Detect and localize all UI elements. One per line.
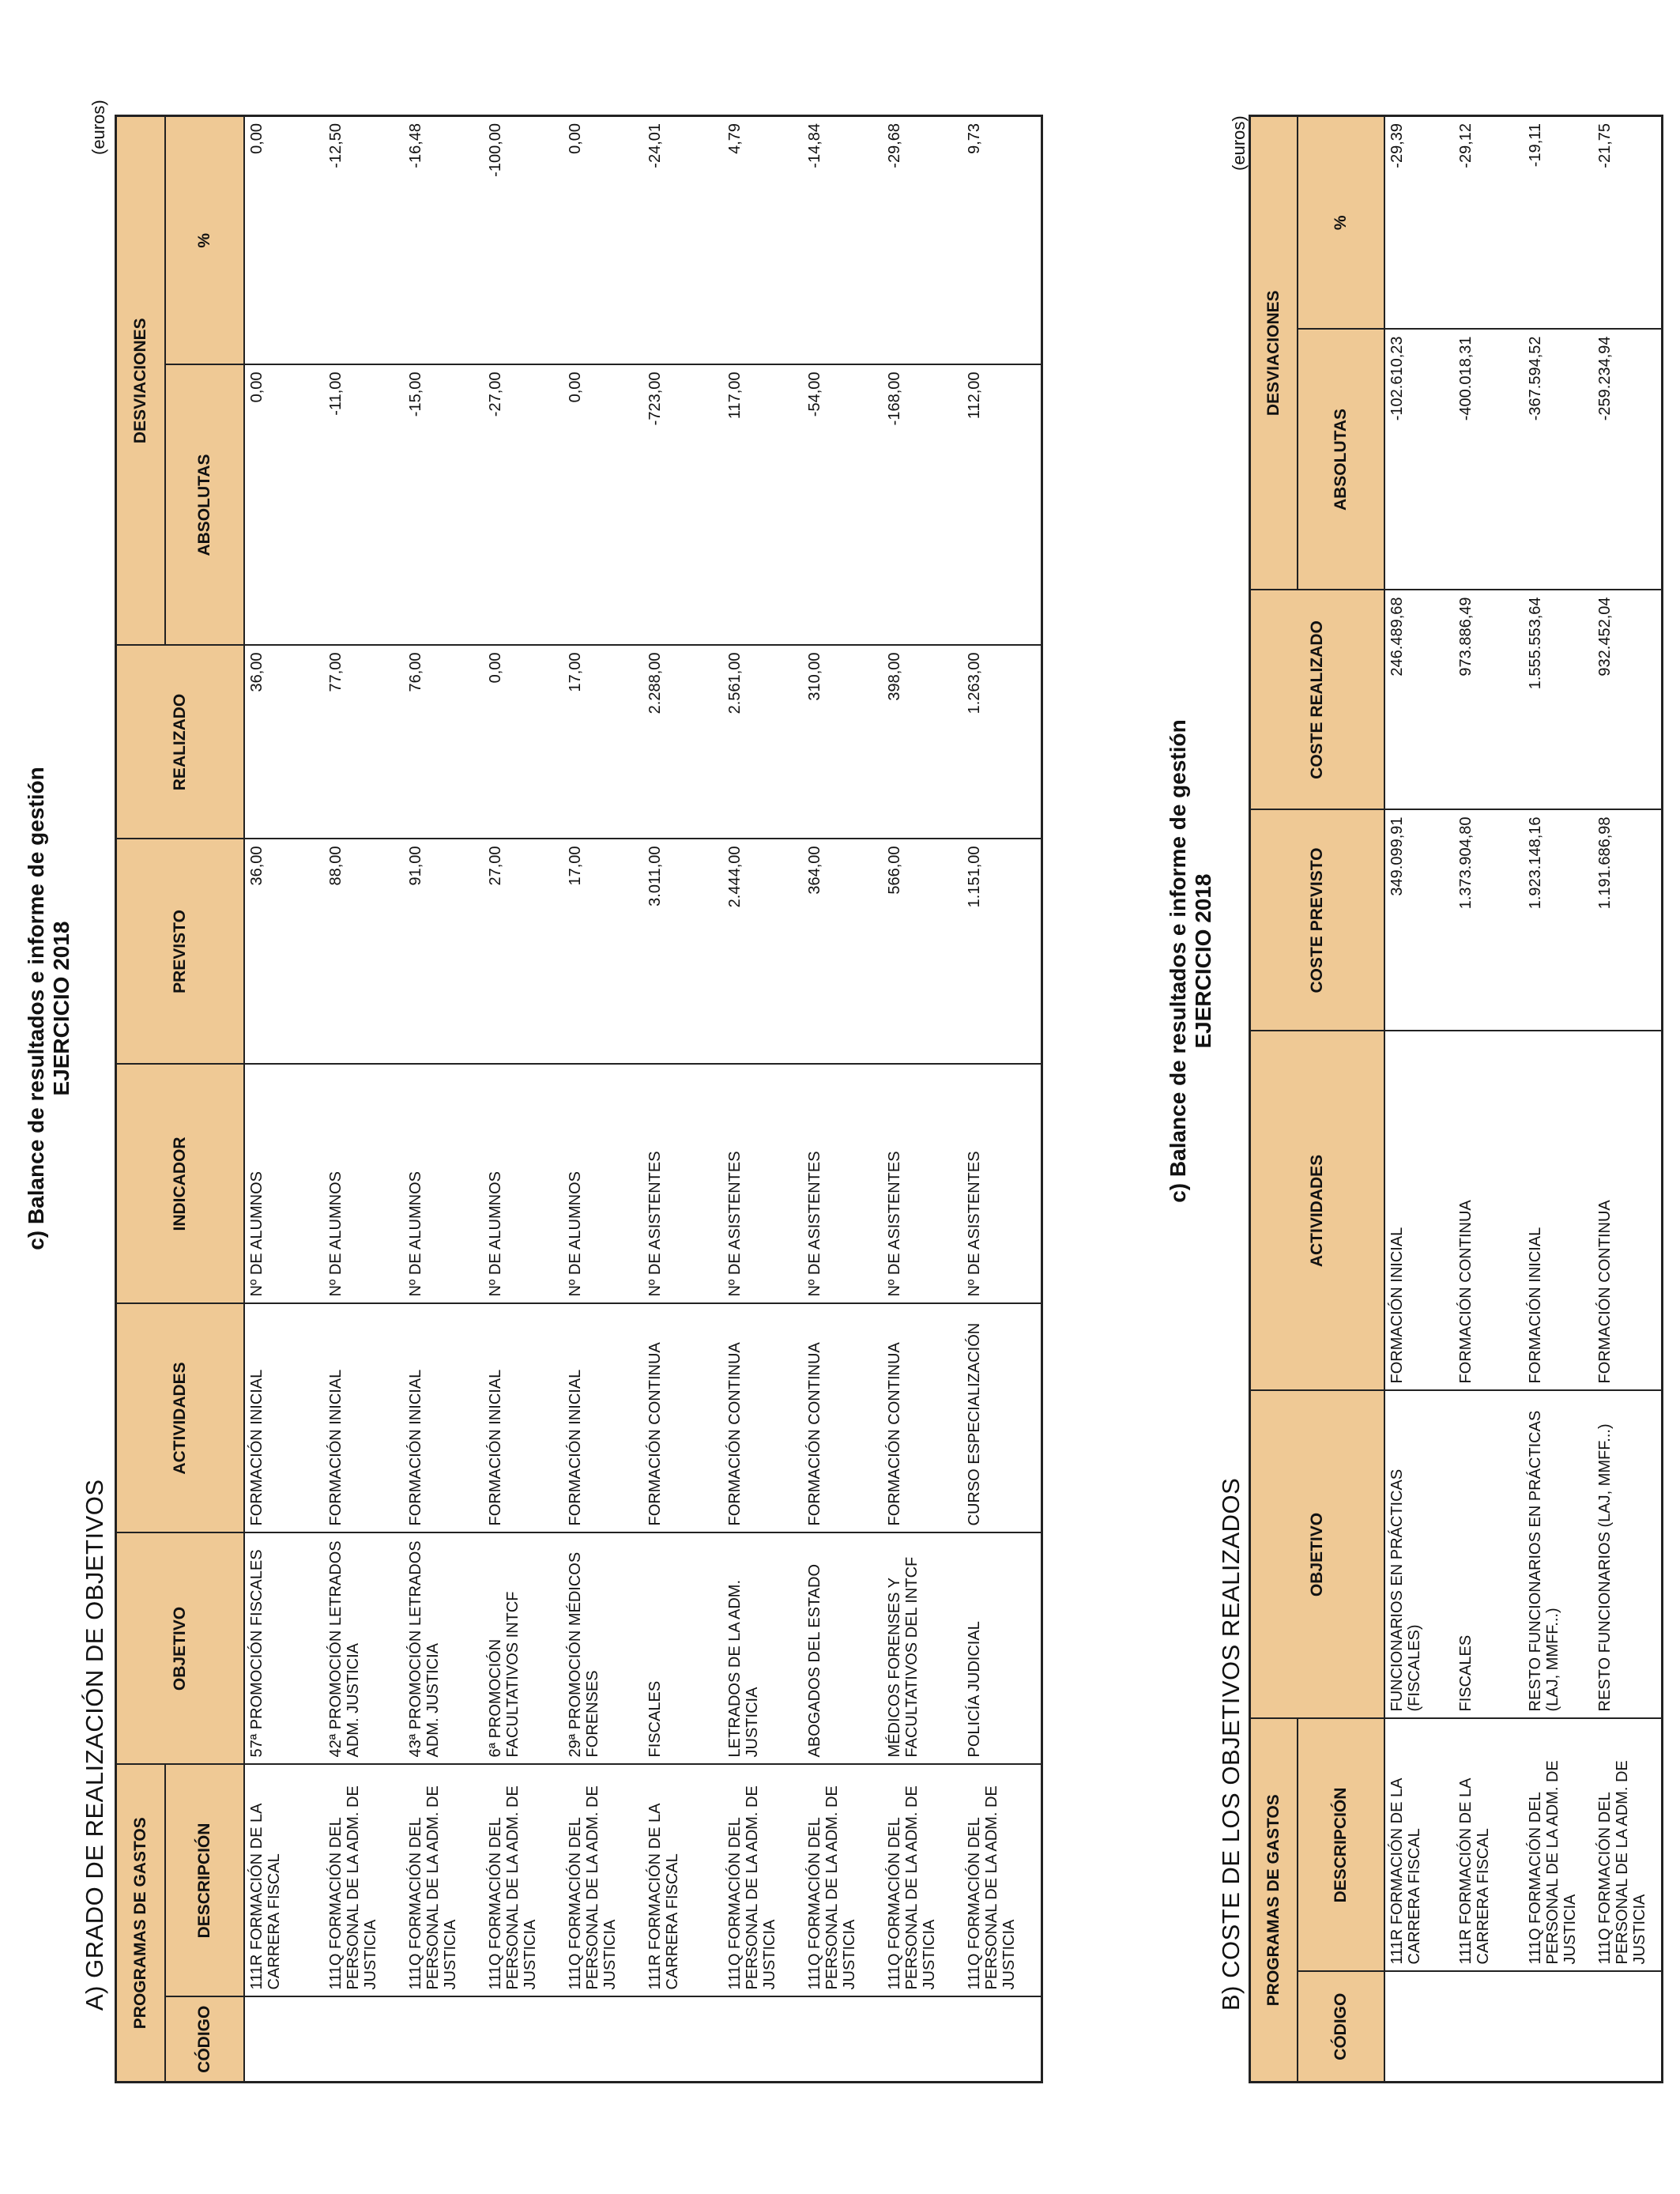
- descripcion-cell: 111R FORMACIÓN DE LA CARRERA FISCAL: [1454, 1718, 1524, 1971]
- realizado-cell: 1.263,00: [962, 645, 1042, 839]
- codigo-cell: [643, 1997, 723, 2083]
- header-programas: PROGRAMAS DE GASTOS: [1250, 1718, 1298, 2082]
- objetivo-cell: ABOGADOS DEL ESTADO: [803, 1532, 883, 1764]
- header-descripcion: DESCRIPCIÓN: [1298, 1718, 1384, 1971]
- objetivo-cell: 57ª PROMOCIÓN FISCALES: [244, 1532, 324, 1764]
- coste-previsto-cell: 349.099,91: [1384, 809, 1454, 1031]
- codigo-cell: [404, 1997, 484, 2083]
- header-indicador: INDICADOR: [116, 1064, 244, 1303]
- pct-cell: 4,79: [723, 115, 803, 364]
- actividades-cell: FORMACIÓN INICIAL: [484, 1303, 563, 1532]
- objetivo-cell: 29ª PROMOCIÓN MÉDICOS FORENSES: [563, 1532, 643, 1764]
- pct-cell: -29,12: [1454, 115, 1524, 329]
- actividades-cell: FORMACIÓN CONTINUA: [883, 1303, 962, 1532]
- actividades-cell: FORMACIÓN CONTINUA: [1454, 1031, 1524, 1390]
- units-label-a: (euros): [89, 100, 108, 155]
- codigo-cell: [883, 1997, 962, 2083]
- pct-cell: -24,01: [643, 115, 723, 364]
- objetivo-cell: 42ª PROMOCIÓN LETRADOS ADM. JUSTICIA: [324, 1532, 404, 1764]
- descripcion-cell: 111Q FORMACIÓN DEL PERSONAL DE LA ADM. DE JUSTICIA: [803, 1764, 883, 1996]
- descripcion-cell: 111Q FORMACIÓN DEL PERSONAL DE LA ADM. DE JUSTICIA: [324, 1764, 404, 1996]
- header-codigo: CÓDIGO: [165, 1997, 244, 2083]
- codigo-cell: [1454, 1972, 1524, 2083]
- objetivo-cell: MÉDICOS FORENSES Y FACULTATIVOS DEL INTCF: [883, 1532, 962, 1764]
- table-row: [563, 115, 643, 2082]
- header-objetivo: OBJETIVO: [1250, 1390, 1384, 1718]
- actividades-cell: FORMACIÓN CONTINUA: [803, 1303, 883, 1532]
- absolutas-cell: -723,00: [643, 364, 723, 645]
- indicador-cell: Nº DE ASISTENTES: [643, 1064, 723, 1303]
- codigo-cell: [723, 1997, 803, 2083]
- header-descripcion: DESCRIPCIÓN: [165, 1764, 244, 1996]
- realizado-cell: 77,00: [324, 645, 404, 839]
- previsto-cell: 91,00: [404, 839, 484, 1064]
- realizado-cell: 76,00: [404, 645, 484, 839]
- realizado-cell: 398,00: [883, 645, 962, 839]
- header-pct: %: [165, 115, 244, 364]
- coste-realizado-cell: 1.555.553,64: [1524, 590, 1593, 809]
- actividades-cell: FORMACIÓN INICIAL: [563, 1303, 643, 1532]
- indicador-cell: Nº DE ASISTENTES: [723, 1064, 803, 1303]
- actividades-cell: CURSO ESPECIALIZACIÓN: [962, 1303, 1042, 1532]
- absolutas-cell: -54,00: [803, 364, 883, 645]
- actividades-cell: FORMACIÓN INICIAL: [1524, 1031, 1593, 1390]
- descripcion-cell: 111Q FORMACIÓN DEL PERSONAL DE LA ADM. DE JUSTICIA: [1524, 1718, 1593, 1971]
- previsto-cell: 1.151,00: [962, 839, 1042, 1064]
- objetivo-cell: FUNCIONARIOS EN PRÁCTICAS (FISCALES): [1384, 1390, 1454, 1718]
- table-row: [1454, 115, 1524, 2082]
- indicador-cell: Nº DE ASISTENTES: [962, 1064, 1042, 1303]
- descripcion-cell: 111Q FORMACIÓN DEL PERSONAL DE LA ADM. DE JUSTICIA: [1593, 1718, 1663, 1971]
- actividades-cell: FORMACIÓN INICIAL: [324, 1303, 404, 1532]
- header-desviaciones: DESVIACIONES: [116, 115, 165, 645]
- actividades-cell: FORMACIÓN CONTINUA: [1593, 1031, 1663, 1390]
- objetivo-cell: FISCALES: [1454, 1390, 1524, 1718]
- descripcion-cell: 111Q FORMACIÓN DEL PERSONAL DE LA ADM. DE JUSTICIA: [962, 1764, 1042, 1996]
- header-absolutas: ABSOLUTAS: [1298, 329, 1384, 590]
- absolutas-cell: 0,00: [244, 364, 324, 645]
- header-codigo: CÓDIGO: [1298, 1972, 1384, 2083]
- descripcion-cell: 111Q FORMACIÓN DEL PERSONAL DE LA ADM. DE JUSTICIA: [883, 1764, 962, 1996]
- absolutas-cell: -400.018,31: [1454, 329, 1524, 590]
- table-coste-body: [1384, 115, 1663, 2082]
- codigo-cell: [324, 1997, 404, 2083]
- table-row: [1384, 115, 1454, 2082]
- pct-cell: 9,73: [962, 115, 1042, 364]
- absolutas-cell: -259.234,94: [1593, 329, 1663, 590]
- indicador-cell: Nº DE ALUMNOS: [324, 1064, 404, 1303]
- indicador-cell: Nº DE ALUMNOS: [404, 1064, 484, 1303]
- objetivo-cell: RESTO FUNCIONARIOS (LAJ, MMFF...): [1593, 1390, 1663, 1718]
- year-text: EJERCICIO 2018: [49, 921, 73, 1096]
- codigo-cell: [484, 1997, 563, 2083]
- table-row: [883, 115, 962, 2082]
- descripcion-cell: 111Q FORMACIÓN DEL PERSONAL DE LA ADM. DE JUSTICIA: [404, 1764, 484, 1996]
- table-row: [484, 115, 563, 2082]
- actividades-cell: FORMACIÓN CONTINUA: [723, 1303, 803, 1532]
- realizado-cell: 0,00: [484, 645, 563, 839]
- pct-cell: -21,75: [1593, 115, 1663, 329]
- absolutas-cell: 117,00: [723, 364, 803, 645]
- table-row: [1524, 115, 1593, 2082]
- header-desviaciones: DESVIACIONES: [1250, 115, 1298, 590]
- absolutas-cell: -102.610,23: [1384, 329, 1454, 590]
- descripcion-cell: 111Q FORMACIÓN DEL PERSONAL DE LA ADM. DE JUSTICIA: [723, 1764, 803, 1996]
- previsto-cell: 364,00: [803, 839, 883, 1064]
- codigo-cell: [563, 1997, 643, 2083]
- actividades-cell: FORMACIÓN INICIAL: [404, 1303, 484, 1532]
- pct-cell: 0,00: [244, 115, 324, 364]
- pct-cell: -14,84: [803, 115, 883, 364]
- header-actividades: ACTIVIDADES: [1250, 1031, 1384, 1390]
- indicador-cell: Nº DE ASISTENTES: [883, 1064, 962, 1303]
- table-coste: [1249, 115, 1663, 2083]
- section-a-title: A) GRADO DE REALIZACIÓN DE OBJETIVOS: [81, 1479, 108, 2011]
- header-programas: PROGRAMAS DE GASTOS: [116, 1764, 165, 2082]
- actividades-cell: FORMACIÓN INICIAL: [244, 1303, 324, 1532]
- table-row: [404, 115, 484, 2082]
- realizado-cell: 17,00: [563, 645, 643, 839]
- header-absolutas: ABSOLUTAS: [165, 364, 244, 645]
- absolutas-cell: 112,00: [962, 364, 1042, 645]
- realizado-cell: 310,00: [803, 645, 883, 839]
- previsto-cell: 27,00: [484, 839, 563, 1064]
- pct-cell: -29,68: [883, 115, 962, 364]
- report-heading-b: [1166, 645, 1216, 1277]
- previsto-cell: 88,00: [324, 839, 404, 1064]
- objetivo-cell: 43ª PROMOCIÓN LETRADOS ADM. JUSTICIA: [404, 1532, 484, 1764]
- table-row: [723, 115, 803, 2082]
- table-row: [962, 115, 1042, 2082]
- descripcion-cell: 111R FORMACIÓN DE LA CARRERA FISCAL: [244, 1764, 324, 1996]
- report-heading-a: [24, 692, 74, 1325]
- descripcion-cell: 111R FORMACIÓN DE LA CARRERA FISCAL: [643, 1764, 723, 1996]
- realizado-cell: 2.561,00: [723, 645, 803, 839]
- header-previsto: PREVISTO: [116, 839, 244, 1064]
- indicador-cell: Nº DE ALUMNOS: [244, 1064, 324, 1303]
- table-objetivos: [115, 115, 1043, 2083]
- table-row: [324, 115, 404, 2082]
- actividades-cell: FORMACIÓN CONTINUA: [643, 1303, 723, 1532]
- objetivo-cell: 6ª PROMOCIÓN FACULTATIVOS INTCF: [484, 1532, 563, 1764]
- coste-previsto-cell: 1.191.686,98: [1593, 809, 1663, 1031]
- absolutas-cell: -11,00: [324, 364, 404, 645]
- previsto-cell: 17,00: [563, 839, 643, 1064]
- pct-cell: -100,00: [484, 115, 563, 364]
- header-coste-realizado: COSTE REALIZADO: [1250, 590, 1384, 809]
- codigo-cell: [803, 1997, 883, 2083]
- absolutas-cell: 0,00: [563, 364, 643, 645]
- header-objetivo: OBJETIVO: [116, 1532, 244, 1764]
- actividades-cell: FORMACIÓN INICIAL: [1384, 1031, 1454, 1390]
- section-b-title: B) COSTE DE LOS OBJETIVOS REALIZADOS: [1217, 1477, 1245, 2011]
- indicador-cell: Nº DE ALUMNOS: [484, 1064, 563, 1303]
- descripcion-cell: 111Q FORMACIÓN DEL PERSONAL DE LA ADM. DE JUSTICIA: [563, 1764, 643, 1996]
- table-row: [803, 115, 883, 2082]
- table-row: [244, 115, 324, 2082]
- pct-cell: -19,11: [1524, 115, 1593, 329]
- previsto-cell: 3.011,00: [643, 839, 723, 1064]
- header-coste-previsto: COSTE PREVISTO: [1250, 809, 1384, 1031]
- objetivo-cell: FISCALES: [643, 1532, 723, 1764]
- descripcion-cell: 111R FORMACIÓN DE LA CARRERA FISCAL: [1384, 1718, 1454, 1971]
- pct-cell: -12,50: [324, 115, 404, 364]
- pct-cell: 0,00: [563, 115, 643, 364]
- codigo-cell: [1593, 1972, 1663, 2083]
- year-text: EJERCICIO 2018: [1191, 873, 1215, 1049]
- realizado-cell: 2.288,00: [643, 645, 723, 839]
- coste-realizado-cell: 246.489,68: [1384, 590, 1454, 809]
- coste-previsto-cell: 1.923.148,16: [1524, 809, 1593, 1031]
- codigo-cell: [1524, 1972, 1593, 2083]
- indicador-cell: Nº DE ASISTENTES: [803, 1064, 883, 1303]
- indicador-cell: Nº DE ALUMNOS: [563, 1064, 643, 1303]
- descripcion-cell: 111Q FORMACIÓN DEL PERSONAL DE LA ADM. DE JUSTICIA: [484, 1764, 563, 1996]
- pct-cell: -29,39: [1384, 115, 1454, 329]
- heading-text: c) Balance de resultados e informe de gestión: [1166, 719, 1190, 1203]
- coste-realizado-cell: 932.452,04: [1593, 590, 1663, 809]
- coste-realizado-cell: 973.886,49: [1454, 590, 1524, 809]
- heading-text: c) Balance de resultados e informe de gestión: [24, 767, 48, 1250]
- absolutas-cell: -27,00: [484, 364, 563, 645]
- codigo-cell: [962, 1997, 1042, 2083]
- previsto-cell: 2.444,00: [723, 839, 803, 1064]
- header-realizado: REALIZADO: [116, 645, 244, 839]
- realizado-cell: 36,00: [244, 645, 324, 839]
- previsto-cell: 566,00: [883, 839, 962, 1064]
- table-row: [1593, 115, 1663, 2082]
- table-row: [643, 115, 723, 2082]
- objetivo-cell: POLICÍA JUDICIAL: [962, 1532, 1042, 1764]
- header-actividades: ACTIVIDADES: [116, 1303, 244, 1532]
- objetivo-cell: RESTO FUNCIONARIOS EN PRÁCTICAS (LAJ, MMFF...): [1524, 1390, 1593, 1718]
- table-objetivos-body: [244, 115, 1042, 2082]
- units-label-b: (euros): [1229, 115, 1249, 171]
- absolutas-cell: -15,00: [404, 364, 484, 645]
- absolutas-cell: -168,00: [883, 364, 962, 645]
- codigo-cell: [1384, 1972, 1454, 2083]
- objetivo-cell: LETRADOS DE LA ADM. JUSTICIA: [723, 1532, 803, 1764]
- codigo-cell: [244, 1997, 324, 2083]
- pct-cell: -16,48: [404, 115, 484, 364]
- coste-previsto-cell: 1.373.904,80: [1454, 809, 1524, 1031]
- absolutas-cell: -367.594,52: [1524, 329, 1593, 590]
- header-pct: %: [1298, 115, 1384, 329]
- previsto-cell: 36,00: [244, 839, 324, 1064]
